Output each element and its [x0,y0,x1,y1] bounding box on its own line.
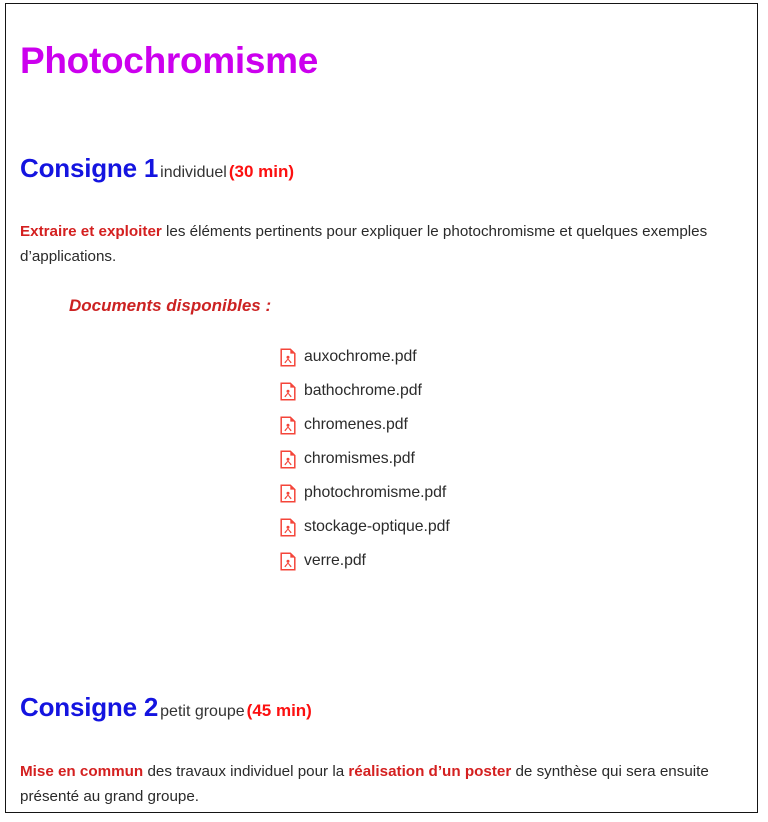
file-name: chromenes.pdf [304,416,408,434]
consigne-2-duration: (45 min) [246,701,312,720]
document-body [6,4,757,812]
pdf-file-icon [280,518,296,537]
list-item[interactable] [280,442,450,476]
file-name: stockage-optique.pdf [304,518,450,536]
file-name: bathochrome.pdf [304,382,422,400]
list-item[interactable] [280,374,450,408]
page-title: Photochromisme [20,39,319,81]
consigne-1-heading [20,154,294,183]
consigne-1-duration: (30 min) [228,162,295,181]
consigne-1-paragraph-highlight: Extraire et exploiter [20,223,162,241]
file-name: photochromisme.pdf [304,484,447,502]
consigne-1-paragraph [20,219,736,269]
file-name: chromismes.pdf [304,450,415,468]
list-item[interactable] [280,544,450,578]
consigne-2-paragraph [20,759,736,809]
list-item[interactable] [280,408,450,442]
consigne-2-mode: petit groupe [160,703,245,720]
file-name: verre.pdf [304,552,366,570]
consigne-2-heading [20,693,312,722]
consigne-1-paragraph-text: les éléments pertinents pour expliquer le photochromisme et quelques exemples d’applications. [20,223,708,266]
pdf-file-icon [280,450,296,469]
consigne-1-label: Consigne 1 [20,153,159,183]
consigne-2-label: Consigne 2 [20,692,159,722]
documents-available-label: Documents disponibles : [69,296,272,315]
list-item[interactable] [280,476,450,510]
consigne-1-mode: individuel [160,164,227,181]
pdf-file-icon [280,382,296,401]
pdf-file-icon [280,484,296,503]
document-page [5,3,758,813]
pdf-file-icon [280,552,296,571]
pdf-file-list [280,340,450,578]
list-item[interactable] [280,340,450,374]
consigne-2-paragraph-tail: de synthèse qui sera ensuite présenté au grand groupe. [20,763,709,806]
list-item[interactable] [280,510,450,544]
file-name: auxochrome.pdf [304,348,417,366]
consigne-2-paragraph-middle: des travaux individuel pour la [143,763,349,781]
consigne-2-paragraph-highlight-1: Mise en commun [20,763,144,781]
pdf-file-icon [280,348,296,367]
consigne-2-paragraph-highlight-2: réalisation d’un poster [348,763,512,781]
pdf-file-icon [280,416,296,435]
